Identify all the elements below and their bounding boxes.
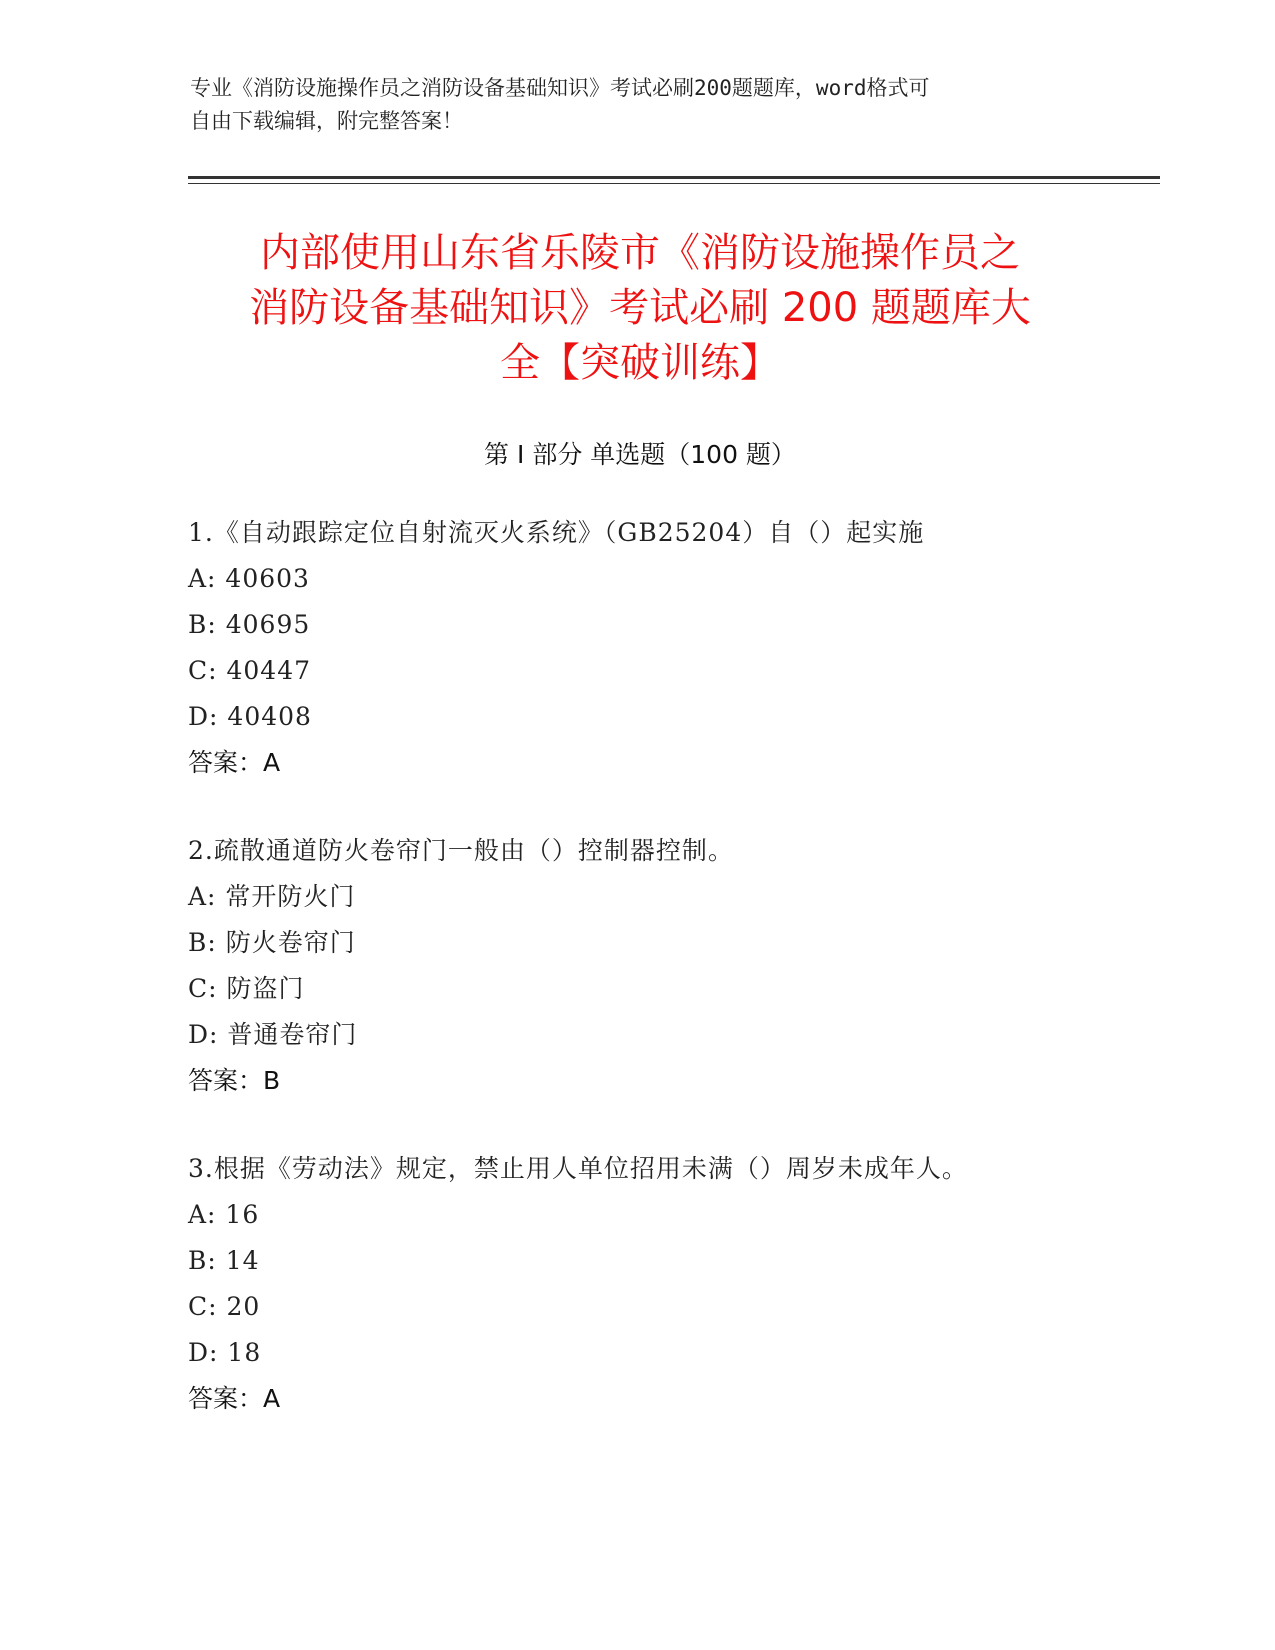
section-heading: 第 I 部分 单选题（100 题） bbox=[484, 440, 796, 469]
option-d: D: 普通卷帘门 bbox=[188, 1020, 358, 1049]
option-a: A: 40603 bbox=[188, 564, 310, 593]
option-a: A: 常开防火门 bbox=[188, 882, 356, 911]
header-note bbox=[190, 72, 1090, 138]
option-c: C: 40447 bbox=[188, 656, 312, 685]
option-b: B: 40695 bbox=[188, 610, 311, 639]
question-stem: 3.根据《劳动法》规定，禁止用人单位招用未满（）周岁未成年人。 bbox=[188, 1154, 968, 1183]
option-b: B: 14 bbox=[188, 1246, 260, 1275]
title-line-2: 消防设备基础知识》考试必刷 200 题题库大 bbox=[249, 285, 1031, 331]
option-d: D: 40408 bbox=[188, 702, 312, 731]
answer: 答案：A bbox=[188, 748, 281, 777]
title-line-3: 全【突破训练】 bbox=[500, 340, 780, 386]
option-c: C: 防盗门 bbox=[188, 974, 305, 1003]
question-stem: 1.《自动跟踪定位自射流灭火系统》（GB25204）自（）起实施 bbox=[188, 518, 925, 547]
answer: 答案：A bbox=[188, 1384, 281, 1413]
answer: 答案：B bbox=[188, 1066, 281, 1095]
option-a: A: 16 bbox=[188, 1200, 260, 1229]
question-2 bbox=[188, 828, 1148, 1104]
header-divider-thin bbox=[188, 183, 1160, 184]
header-note-line-1: 专业《消防设施操作员之消防设备基础知识》考试必刷200题题库，word格式可 bbox=[190, 76, 930, 100]
question-3 bbox=[188, 1146, 1148, 1422]
question-stem: 2.疏散通道防火卷帘门一般由（）控制器控制。 bbox=[188, 836, 734, 865]
option-c: C: 20 bbox=[188, 1292, 261, 1321]
question-1 bbox=[188, 510, 1148, 786]
title-line-1: 内部使用山东省乐陵市《消防设施操作员之 bbox=[260, 230, 1020, 276]
document-title bbox=[190, 226, 1090, 391]
header-divider-thick bbox=[188, 176, 1160, 179]
header-note-line-2: 自由下载编辑，附完整答案！ bbox=[190, 109, 463, 133]
option-b: B: 防火卷帘门 bbox=[188, 928, 356, 957]
option-d: D: 18 bbox=[188, 1338, 262, 1367]
